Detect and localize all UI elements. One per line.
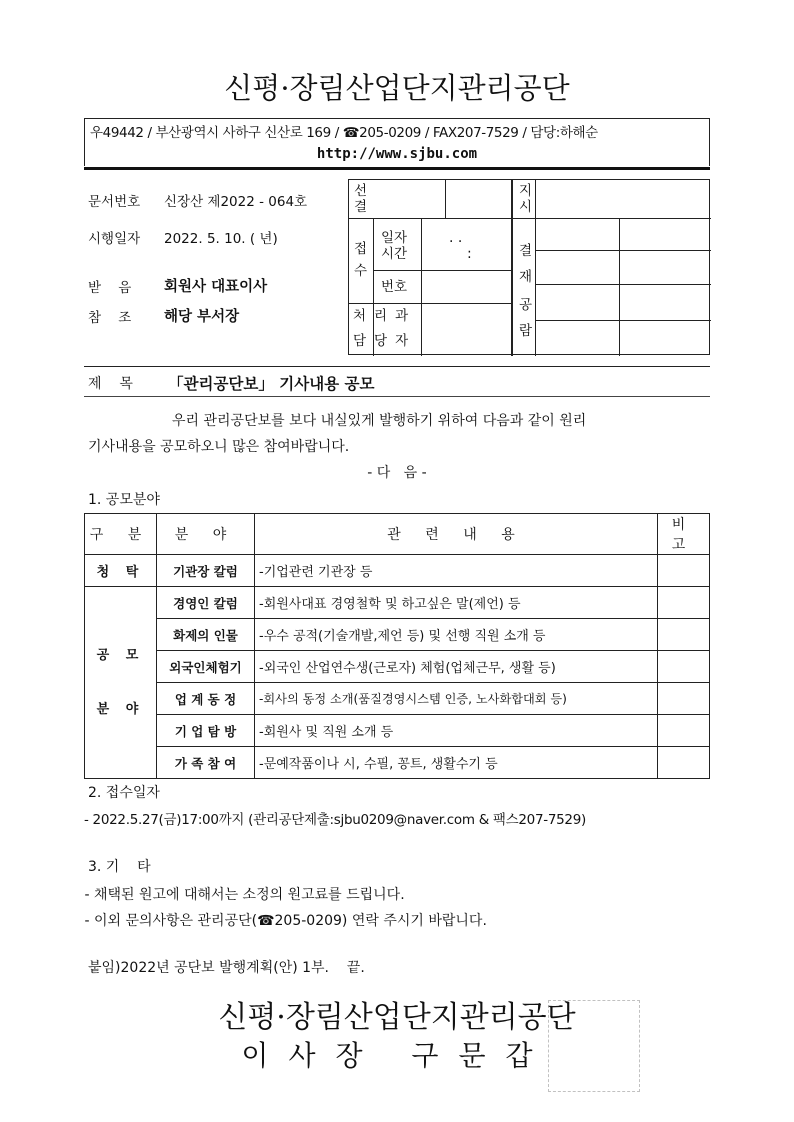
row-field: 기 업 탐 방 <box>157 715 255 747</box>
row-note <box>658 683 710 715</box>
table-row <box>85 555 710 587</box>
row-field: 기관장 칼럼 <box>157 555 255 587</box>
row-field: 업 계 동 정 <box>157 683 255 715</box>
row-category: 청 탁 <box>85 555 157 587</box>
receipt-label: 접수 <box>354 241 368 279</box>
date-value: 2022. 5. 10. ( 년) <box>164 231 278 247</box>
row-content: -외국인 산업연수생(근로자) 체험(업체근무, 생활 등) <box>255 651 658 683</box>
table-header-row <box>85 514 710 555</box>
table-row <box>85 683 710 715</box>
row-content: -회원사대표 경영철학 및 하고싶은 말(제언) 등 <box>255 587 658 619</box>
table-row <box>85 715 710 747</box>
review-label: 결재 <box>519 243 533 285</box>
processing-label: 처리과 <box>353 308 417 324</box>
field-table <box>84 513 710 779</box>
number-label: 번호 <box>381 279 408 295</box>
row-category-group <box>85 587 157 779</box>
org-title: 신평·장림산업단지관리공단 <box>224 71 570 105</box>
section1-title: 1. 공모분야 <box>88 492 160 508</box>
date-marks: · · <box>449 234 463 250</box>
table-row <box>85 651 710 683</box>
reference-value: 해당 부서장 <box>164 309 240 325</box>
section3-line-1: - 채택된 원고에 대해서는 소정의 원고료를 드립니다. <box>80 887 405 903</box>
row-content: -문예작품이나 시, 수필, 꽁트, 생활수기 등 <box>255 747 658 779</box>
doc-no-label: 문서번호 <box>88 194 141 210</box>
row-content: -회사의 동정 소개(품질경영시스템 인증, 노사화합대회 등) <box>255 683 658 715</box>
intro-line-2: 기사내용을 공모하오니 많은 참여바랍니다. <box>88 439 350 455</box>
reference-label: 참 조 <box>88 310 132 326</box>
approval-grid <box>348 179 710 355</box>
homepage-link[interactable]: http://www.sjbu.com <box>316 146 478 162</box>
row-field: 화제의 인물 <box>157 619 255 651</box>
row-note <box>658 747 710 779</box>
president-name: 이사장 구문갑 <box>241 1039 553 1072</box>
table-row <box>85 747 710 779</box>
row-field: 외국인체험기 <box>157 651 255 683</box>
datetime-label: 일자 시간 <box>381 230 408 262</box>
row-field: 가 족 참 여 <box>157 747 255 779</box>
instruction-label: 지시 <box>519 183 533 215</box>
table-row <box>85 619 710 651</box>
row-note <box>658 715 710 747</box>
category-public: 공 모 <box>96 647 145 663</box>
category-field: 분 야 <box>96 701 145 717</box>
row-note <box>658 555 710 587</box>
subject-bottom-rule <box>84 396 710 397</box>
section2-deadline: - 2022.5.27(금)17:00까지 (관리공단제출:sjbu0209@naver.com & 팩스207-7529) <box>80 812 586 828</box>
row-note <box>658 587 710 619</box>
row-content: -우수 공적(기술개발,제언 등) 및 선행 직원 소개 등 <box>255 619 658 651</box>
recipient-value: 회원사 대표이사 <box>164 279 268 295</box>
row-content: -기업관련 기관장 등 <box>255 555 658 587</box>
attachment-line: 붙임)2022년 공단보 발행계획(안) 1부. 끝. <box>88 960 365 976</box>
following-marker: - 다 음 - <box>367 465 427 481</box>
table-header: 분 야 <box>157 514 255 555</box>
section3-title: 3. 기 타 <box>88 859 151 875</box>
intro-line-1: 우리 관리공단보를 보다 내실있게 발행하기 위하여 다음과 같이 원리 <box>172 413 587 429</box>
address-line: 우49442 / 부산광역시 사하구 신산로 169 / ☎205-0209 / FAX207-7529 / 담당:하해순 <box>90 125 598 141</box>
row-note <box>658 651 710 683</box>
row-content: -회원사 및 직원 소개 등 <box>255 715 658 747</box>
table-header: 관 련 내 용 <box>255 514 658 555</box>
table-header: 비 고 <box>658 514 710 555</box>
header-divider <box>84 167 710 170</box>
row-field: 경영인 칼럼 <box>157 587 255 619</box>
section2-title: 2. 접수일자 <box>88 785 160 801</box>
subject-label: 제 목 <box>88 376 133 392</box>
recipient-label: 받 음 <box>88 280 132 296</box>
section3-line-2: - 이외 문의사항은 관리공단(☎205-0209) 연락 주시기 바랍니다. <box>80 913 487 929</box>
time-mark: : <box>467 246 472 262</box>
subject-top-rule <box>84 366 710 367</box>
handler-label: 담당자 <box>353 333 417 349</box>
table-header: 구 분 <box>85 514 157 555</box>
sender-name: 신평·장림산업단지관리공단 <box>218 1000 576 1035</box>
precondition-label: 선결 <box>354 183 368 215</box>
date-label: 시행일자 <box>88 231 141 247</box>
subject-title: 「관리공단보」 기사내용 공모 <box>168 375 375 393</box>
public-label: 공람 <box>519 297 533 339</box>
table-row <box>85 587 710 619</box>
doc-no-value: 신장산 제2022 - 064호 <box>164 194 308 210</box>
row-note <box>658 619 710 651</box>
